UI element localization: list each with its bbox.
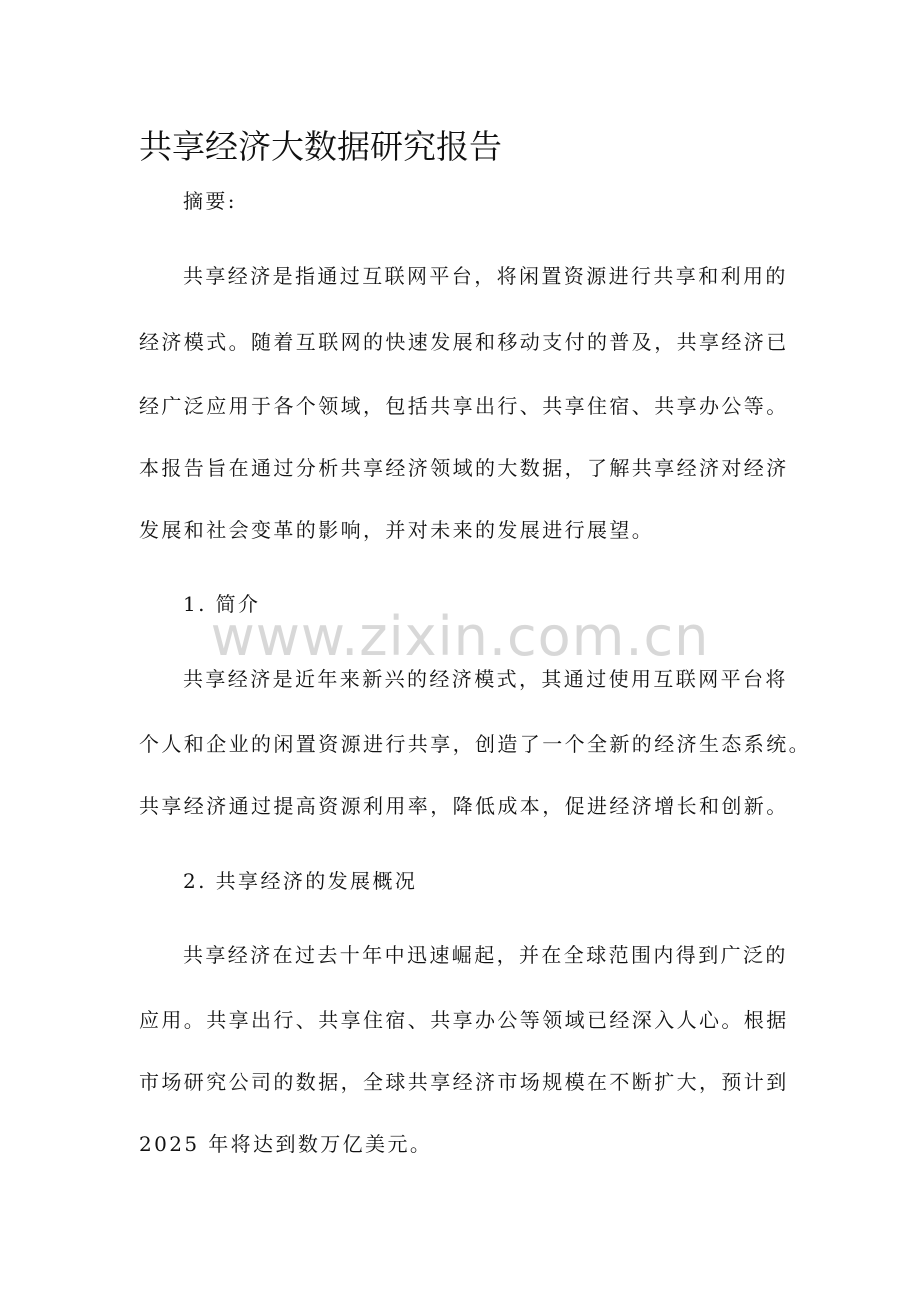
- section-2-line-3: 市场研究公司的数据，全球共享经济市场规模在不断扩大，预计到: [139, 1070, 789, 1094]
- abstract-line-5: 发展和社会变革的影响，并对未来的发展进行展望。: [139, 518, 655, 542]
- abstract-line-3: 经广泛应用于各个领域，包括共享出行、共享住宿、共享办公等。: [139, 394, 789, 418]
- section-2-heading: 2. 共享经济的发展概况: [183, 869, 418, 893]
- section-1-line-1: 共享经济是近年来新兴的经济模式，其通过使用互联网平台将: [183, 667, 788, 691]
- section-1-line-3: 共享经济通过提高资源利用率，降低成本，促进经济增长和创新。: [139, 794, 789, 818]
- abstract-heading: 摘要:: [183, 189, 237, 213]
- section-2-line-4: 2025 年将达到数万亿美元。: [139, 1132, 433, 1156]
- section-1-line-2: 个人和企业的闲置资源进行共享，创造了一个全新的经济生态系统。: [139, 732, 811, 756]
- abstract-line-2: 经济模式。随着互联网的快速发展和移动支付的普及，共享经济已: [139, 330, 789, 354]
- section-2-line-1: 共享经济在过去十年中迅速崛起，并在全球范围内得到广泛的: [183, 943, 788, 967]
- section-2-line-2: 应用。共享出行、共享住宿、共享办公等领域已经深入人心。根据: [139, 1008, 789, 1032]
- page-title: 共享经济大数据研究报告: [139, 127, 502, 166]
- watermark: www.zixin.com.cn: [210, 605, 710, 668]
- abstract-line-1: 共享经济是指通过互联网平台，将闲置资源进行共享和利用的: [183, 264, 788, 288]
- abstract-line-4: 本报告旨在通过分析共享经济领域的大数据，了解共享经济对经济: [139, 456, 789, 480]
- section-1-heading: 1. 简介: [183, 592, 261, 616]
